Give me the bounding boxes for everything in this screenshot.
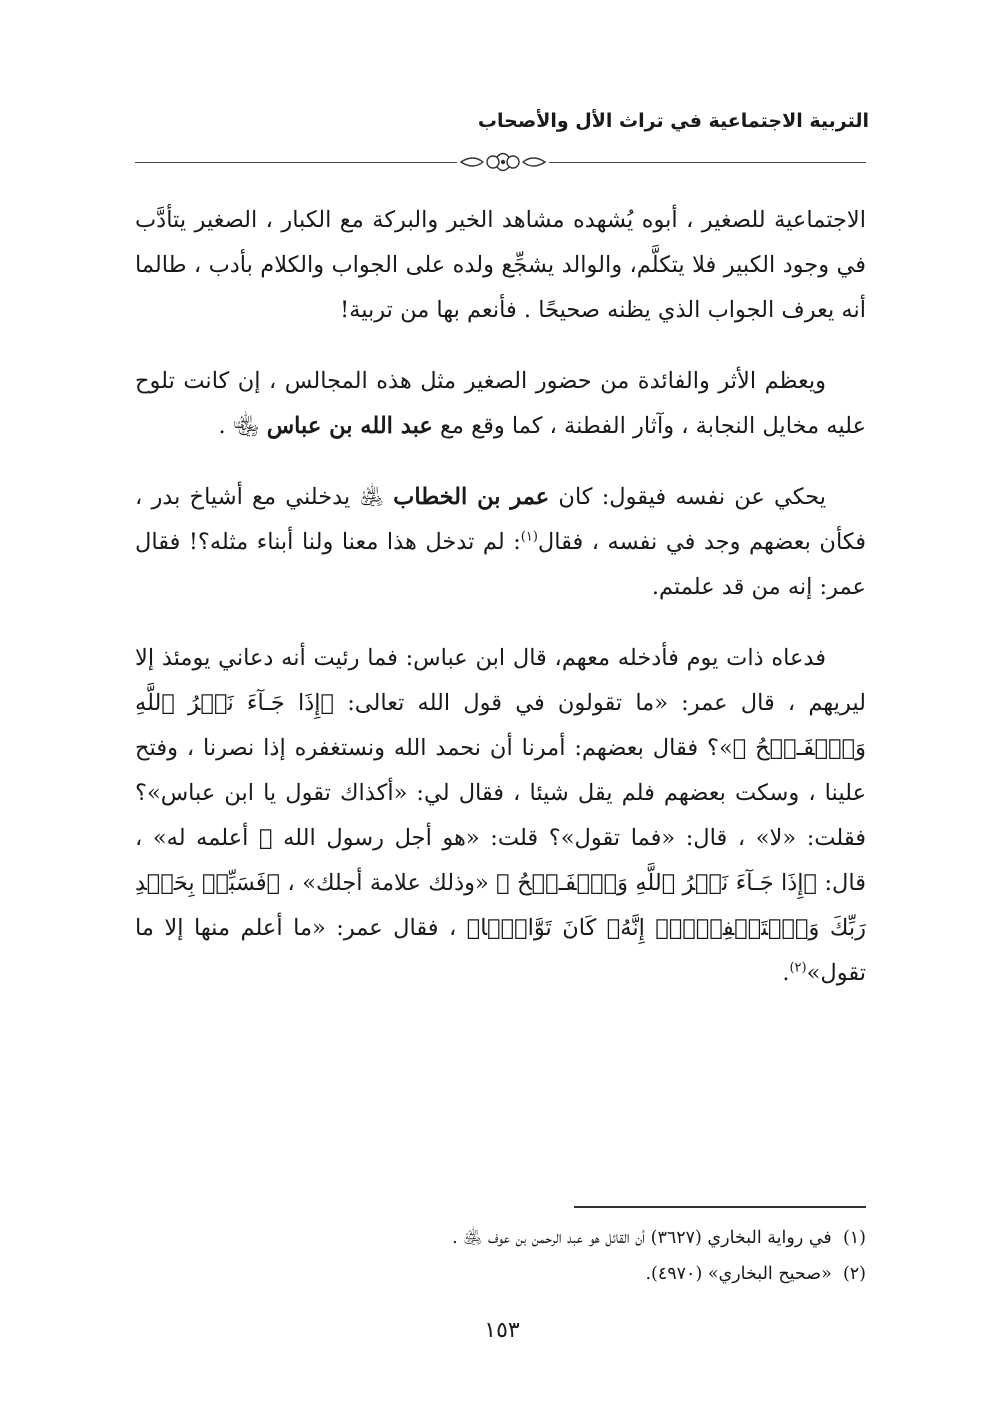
paragraph-4-text: فدعاه ذات يوم فأدخله معهم، قال ابن عباس: فما رئيت أنه دعاني يومئذ إلا ليريهم ، قال عمر: «ما تقولون في قول الله تعالى: ﴿إِذَا جَـآءَ نَصۡرُ ٱللَّهِ وَٱلۡفَـتۡحُ ﴾»؟ فقال بعضهم: أمرنا أن نحمد الله ونستغفره إذا نصرنا ، وفتح علينا ، وسكت بعضهم فلم يقل شيئا ، فقال لي: «أكذاك تقول يا ابن عباس»؟ فقلت: «لا» ، قال: «فما تقول»؟ قلت: «هو أجل رسول الله ﷺ أعلمه له» ، قال: ﴿إِذَا جَـآءَ نَصۡرُ ٱللَّهِ وَٱلۡفَـتۡحُ ﴾ «وذلك علامة أجلك» ، ﴿فَسَبِّحۡ بِحَمۡدِ رَبِّكَ وَٱسۡتَغۡفِرۡهُۚ إِنَّهُۥ كَانَ تَوَّابَۢا﴾ ، فقال عمر: «ما أعلم منها إلا ما تقول» (135, 645, 866, 986)
paragraph-1: الاجتماعية للصغير ، أبوه يُشهده مشاهد الخير والبركة مع الكبار ، الصغير يتأدَّب في وجود الكبير فلا يتكلَّم، والوالد يشجِّع ولده على الجواب والكلام بأدب ، طالما أنه يعرف الجواب الذي يظنه صحيحًا . فأنعم بها من تربية! (135, 207, 866, 323)
name-umar: عمر بن الخطاب (393, 484, 550, 510)
paragraph-4-end: . (782, 960, 790, 986)
header-ornament-icon (457, 148, 549, 176)
footnote-text: «صحيح البخاري» (٤٩٧٠). (645, 1264, 832, 1284)
paragraph-3-end: : لم تدخل هذا معنا ولنا أبناء مثله؟! فقال عمر: إنه من قد علمتم. (135, 529, 866, 600)
footnote-2 (135, 1256, 866, 1292)
paragraph-3 (135, 475, 866, 610)
footnote-marker: (١) (842, 1228, 866, 1248)
paragraph-2-text: ويعظم الأثر والفائدة من حضور الصغير مثل هذه المجالس ، إن كانت تلوح عليه مخايل النجابة ، وآثار الفطنة ، كما وقع مع (135, 368, 866, 439)
paragraph-2-end: ﵄ . (218, 413, 267, 439)
running-head-title: التربية الاجتماعية في تراث الأل والأصحاب (477, 110, 869, 132)
paragraph-3-text: يحكي عن نفسه فيقول: كان (549, 484, 827, 510)
footnote-text: في رواية البخاري (٣٦٢٧) أن القائل هو عبد الرحمن بن عوف ﵁ . (452, 1228, 832, 1248)
footnote-ref-1[interactable]: (١) (520, 529, 538, 545)
footnotes (135, 1220, 866, 1292)
footnote-marker: (٢) (842, 1264, 866, 1284)
footnote-1 (135, 1220, 866, 1256)
paragraph-3-mid: ﵁ يدخلني مع أشياخ بدر ، فكأن بعضهم وجد في نفسه ، فقال (135, 484, 866, 555)
name-ibn-abbas: عبد الله بن عباس (266, 413, 433, 439)
paragraph-2 (135, 359, 866, 449)
paragraph-4 (135, 636, 866, 996)
footnote-rule (574, 1206, 866, 1208)
page-number: ١٥٣ (484, 1318, 520, 1343)
main-text (135, 198, 866, 1022)
footnote-ref-2[interactable]: (٢) (789, 960, 807, 976)
